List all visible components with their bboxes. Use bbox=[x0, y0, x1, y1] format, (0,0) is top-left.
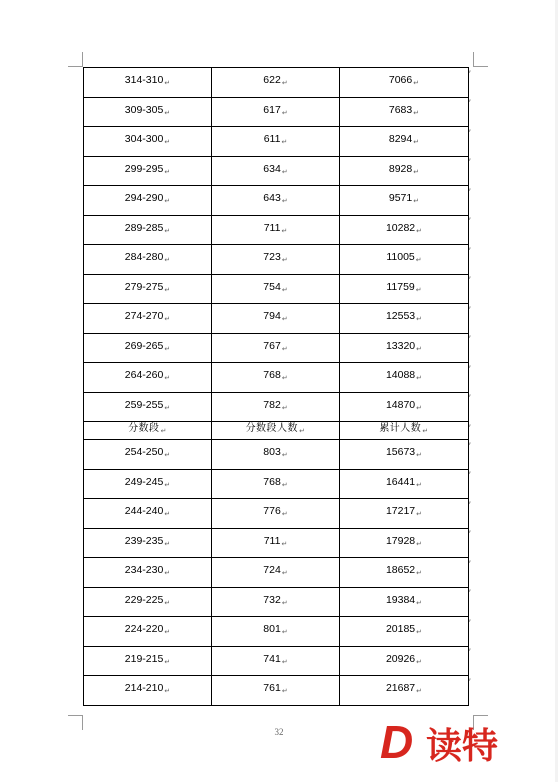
row-end-mark: ′ bbox=[469, 334, 471, 344]
score-range-cell: 224-220↵ bbox=[84, 617, 212, 647]
count-cell: 761↵ bbox=[212, 676, 340, 706]
page-number: 32 bbox=[274, 727, 284, 737]
table-row bbox=[84, 558, 469, 588]
row-end-mark: ′ bbox=[469, 216, 471, 226]
row-end-mark: ′ bbox=[469, 422, 471, 433]
count-cell: 634↵ bbox=[212, 156, 340, 186]
table-row bbox=[84, 215, 469, 245]
count-cell: 794↵ bbox=[212, 304, 340, 334]
count-cell: 768↵ bbox=[212, 363, 340, 393]
cumulative-cell: 11759↵ bbox=[340, 274, 469, 304]
score-range-cell: 244-240↵ bbox=[84, 499, 212, 529]
row-end-mark: ′ bbox=[469, 440, 471, 451]
count-cell: 768↵ bbox=[212, 469, 340, 499]
dute-logo bbox=[378, 718, 528, 768]
cumulative-cell: 17928↵ bbox=[340, 528, 469, 558]
count-cell: 622↵ bbox=[212, 68, 340, 98]
row-end-mark: ′ bbox=[469, 186, 471, 197]
count-cell: 643↵ bbox=[212, 186, 340, 216]
cumulative-cell: 10282↵ bbox=[340, 215, 469, 245]
score-range-cell: 289-285↵ bbox=[84, 215, 212, 245]
table-row bbox=[84, 304, 469, 334]
table-row bbox=[84, 440, 469, 470]
table-body-upper bbox=[84, 68, 469, 422]
count-cell: 741↵ bbox=[212, 646, 340, 676]
table-header-row bbox=[84, 422, 469, 440]
score-range-cell: 299-295↵ bbox=[84, 156, 212, 186]
cumulative-cell: 12553↵ bbox=[340, 304, 469, 334]
score-range-cell: 274-270↵ bbox=[84, 304, 212, 334]
score-range-cell: 309-305↵ bbox=[84, 97, 212, 127]
count-cell: 803↵ bbox=[212, 440, 340, 470]
logo-text: 读特 bbox=[426, 726, 499, 767]
table-row bbox=[84, 127, 469, 157]
count-cell: 782↵ bbox=[212, 392, 340, 422]
cumulative-cell: 7683↵ bbox=[340, 97, 469, 127]
score-range-cell: 304-300↵ bbox=[84, 127, 212, 157]
score-range-cell: 269-265↵ bbox=[84, 333, 212, 363]
table-row bbox=[84, 587, 469, 617]
count-cell: 776↵ bbox=[212, 499, 340, 529]
table-row bbox=[84, 499, 469, 529]
row-end-mark: ′ bbox=[469, 647, 471, 657]
table-row bbox=[84, 274, 469, 304]
header-cell-cumulative: 累计人数$_↵$ bbox=[340, 422, 469, 440]
table-row bbox=[84, 186, 469, 216]
table-row bbox=[84, 469, 469, 499]
table-header-group bbox=[84, 422, 469, 440]
table-row bbox=[84, 676, 469, 706]
row-end-mark: ′ bbox=[469, 393, 471, 403]
row-end-mark: ′ bbox=[469, 529, 471, 539]
table-row bbox=[84, 617, 469, 647]
score-range-cell: 254-250↵ bbox=[84, 440, 212, 470]
score-range-cell: 234-230↵ bbox=[84, 558, 212, 588]
row-end-mark: ′ bbox=[469, 98, 471, 108]
row-end-mark: ′ bbox=[469, 617, 471, 628]
table-row bbox=[84, 156, 469, 186]
cumulative-cell: 18652↵ bbox=[340, 558, 469, 588]
score-range-cell: 239-235↵ bbox=[84, 528, 212, 558]
count-cell: 767↵ bbox=[212, 333, 340, 363]
cumulative-cell: 16441↵ bbox=[340, 469, 469, 499]
row-end-mark: ′ bbox=[469, 68, 471, 79]
row-end-mark: ′ bbox=[469, 499, 471, 510]
count-cell: 732↵ bbox=[212, 587, 340, 617]
count-cell: 723↵ bbox=[212, 245, 340, 275]
cumulative-cell: 14870↵ bbox=[340, 392, 469, 422]
table-row bbox=[84, 97, 469, 127]
score-range-cell: 259-255↵ bbox=[84, 392, 212, 422]
score-range-cell: 279-275↵ bbox=[84, 274, 212, 304]
cumulative-cell: 14088↵ bbox=[340, 363, 469, 393]
cumulative-cell: 8294↵ bbox=[340, 127, 469, 157]
cumulative-cell: 7066↵ bbox=[340, 68, 469, 98]
row-end-mark: ′ bbox=[469, 304, 471, 315]
logo-letter: D bbox=[380, 718, 414, 768]
row-end-mark: ′ bbox=[469, 470, 471, 480]
table-row bbox=[84, 68, 469, 98]
cumulative-cell: 20926↵ bbox=[340, 646, 469, 676]
table-row bbox=[84, 646, 469, 676]
score-range-cell: 219-215↵ bbox=[84, 646, 212, 676]
cumulative-cell: 21687↵ bbox=[340, 676, 469, 706]
count-cell: 711↵ bbox=[212, 528, 340, 558]
row-end-mark: ′ bbox=[469, 245, 471, 256]
score-distribution-table bbox=[83, 67, 469, 706]
cumulative-cell: 15673↵ bbox=[340, 440, 469, 470]
cumulative-cell: 13320↵ bbox=[340, 333, 469, 363]
row-end-mark: ′ bbox=[469, 127, 471, 138]
score-range-cell: 284-280↵ bbox=[84, 245, 212, 275]
cumulative-cell: 8928↵ bbox=[340, 156, 469, 186]
count-cell: 617↵ bbox=[212, 97, 340, 127]
score-range-cell: 264-260↵ bbox=[84, 363, 212, 393]
cumulative-cell: 20185↵ bbox=[340, 617, 469, 647]
header-cell-count: 分数段人数$_↵$ bbox=[212, 422, 340, 440]
table-body-lower bbox=[84, 440, 469, 706]
row-end-mark: ′ bbox=[469, 363, 471, 374]
cumulative-cell: 11005↵ bbox=[340, 245, 469, 275]
count-cell: 754↵ bbox=[212, 274, 340, 304]
crop-mark-top-left bbox=[68, 52, 83, 67]
row-end-mark: ′ bbox=[469, 275, 471, 285]
score-range-cell: 314-310↵ bbox=[84, 68, 212, 98]
table-row bbox=[84, 333, 469, 363]
row-end-mark: ′ bbox=[469, 558, 471, 569]
table-row bbox=[84, 392, 469, 422]
count-cell: 724↵ bbox=[212, 558, 340, 588]
table-row bbox=[84, 363, 469, 393]
count-cell: 801↵ bbox=[212, 617, 340, 647]
score-range-cell: 229-225↵ bbox=[84, 587, 212, 617]
cumulative-cell: 19384↵ bbox=[340, 587, 469, 617]
row-end-mark: ′ bbox=[469, 157, 471, 167]
count-cell: 611↵ bbox=[212, 127, 340, 157]
count-cell: 711↵ bbox=[212, 215, 340, 245]
cumulative-cell: 17217↵ bbox=[340, 499, 469, 529]
table-row bbox=[84, 528, 469, 558]
cumulative-cell: 9571↵ bbox=[340, 186, 469, 216]
score-range-cell: 214-210↵ bbox=[84, 676, 212, 706]
header-cell-score-range: 分数段$_↵$ bbox=[84, 422, 212, 440]
score-range-cell: 294-290↵ bbox=[84, 186, 212, 216]
score-range-cell: 249-245↵ bbox=[84, 469, 212, 499]
row-end-mark: ′ bbox=[469, 676, 471, 687]
row-end-mark: ′ bbox=[469, 588, 471, 598]
crop-mark-top-right bbox=[473, 52, 488, 67]
table-row bbox=[84, 245, 469, 275]
